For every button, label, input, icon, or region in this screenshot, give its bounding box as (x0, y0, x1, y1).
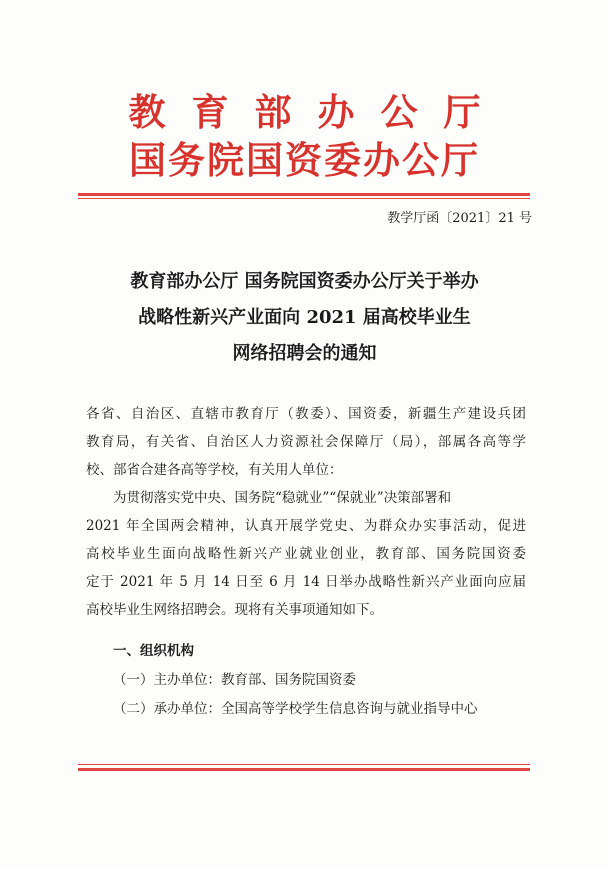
addressees-paragraph (86, 400, 526, 484)
red-footer-rule-thick (78, 768, 530, 771)
intro-line: 2021 年全国两会精神，认真开展学党史、为群众办实事活动，促进 (86, 518, 526, 534)
issuer-header-line-1: 教育部办公厅 (128, 91, 507, 134)
intro-line: 高校毕业生网络招聘会。现将有关事项通知如下。 (86, 602, 383, 618)
section-item (86, 695, 526, 723)
red-footer-rule-thin (78, 764, 530, 765)
addressees-line: 教育局，有关省、自治区人力资源社会保障厅（局），部属各高等学 (86, 434, 526, 450)
intro-line: 高校毕业生面向战略性新兴产业就业创业，教育部、国务院国资委 (86, 546, 526, 562)
red-header-rule-thick (78, 193, 530, 196)
intro-line: 定于 2021 年 5 月 14 日至 6 月 14 日举办战略性新兴产业面向应届 (86, 574, 526, 590)
document-title-line-2: 战略性新兴产业面向 2021 届高校毕业生 (138, 307, 471, 328)
intro-paragraph (86, 484, 526, 624)
intro-line: 为贯彻落实党中央、国务院“稳就业”“保就业”决策部署和 (113, 490, 452, 506)
addressees-line: 各省、自治区、直辖市教育厅（教委）、国资委，新疆生产建设兵团 (86, 406, 526, 422)
organizer-item: （一）主办单位：教育部、国务院国资委 (113, 672, 356, 688)
section-heading (86, 637, 526, 665)
section-item (86, 666, 526, 694)
document-title-line-1: 教育部办公厅 国务院国资委办公厅关于举办 (130, 271, 479, 292)
document-title-line-3: 网络招聘会的通知 (232, 343, 377, 364)
section-heading-text: 一、组织机构 (113, 643, 194, 659)
document-number: 教学厅函〔2021〕21 号 (387, 211, 532, 226)
red-header-rule-thin (78, 198, 530, 199)
addressees-line: 校、部省合建各高等学校，有关用人单位： (86, 462, 343, 478)
undertaker-item: （二）承办单位：全国高等学校学生信息咨询与就业指导中心 (113, 701, 478, 717)
issuer-header-line-2: 国务院国资委办公厅 (129, 139, 480, 182)
